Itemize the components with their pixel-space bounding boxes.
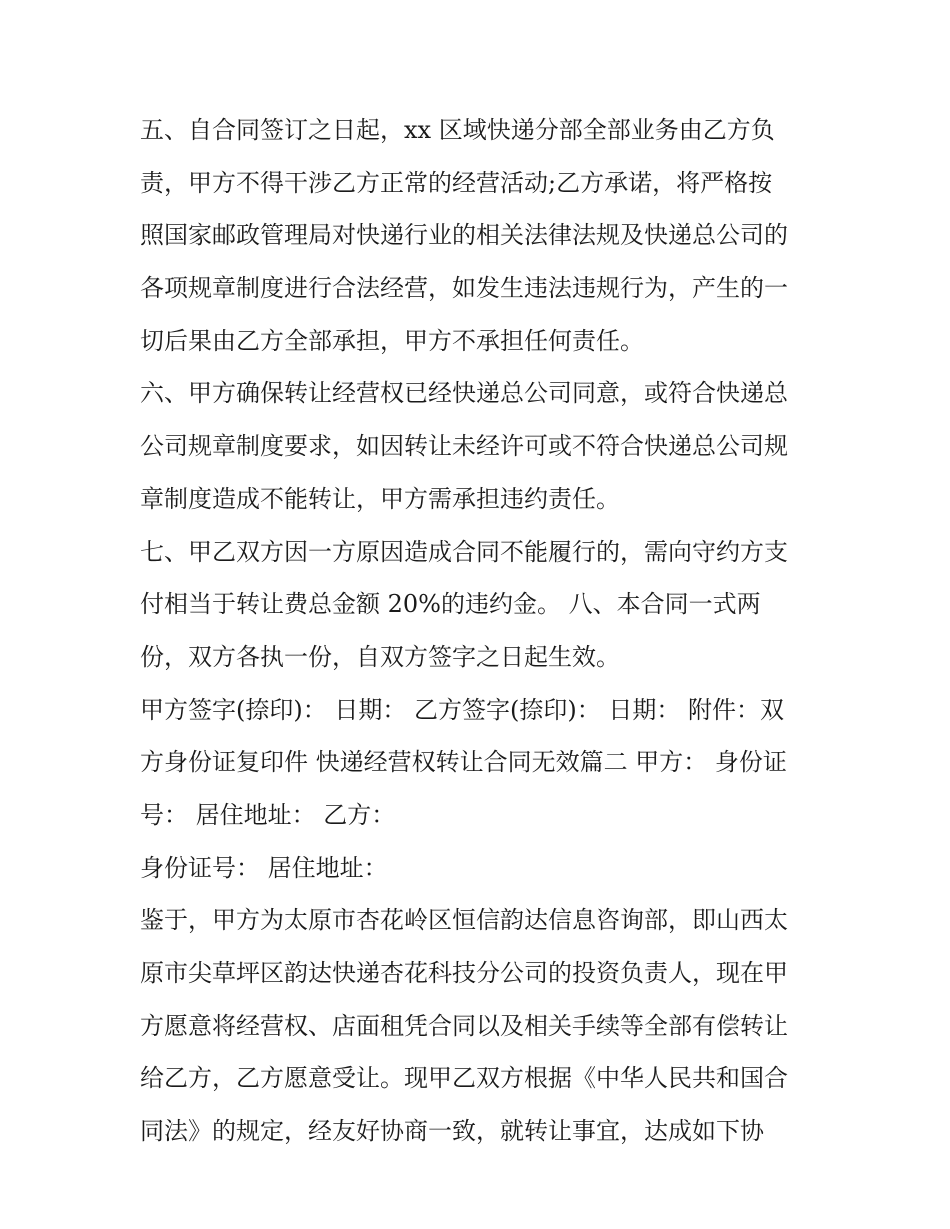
text-line: 责，甲方不得干涉乙方正常的经营活动;乙方承诺，将严格按 [140,168,773,197]
text-line: 七、甲乙双方因一方原因造成合同不能履行的，需向守约方支 [140,537,788,566]
text-line: 身份证号： 居住地址： [140,853,388,882]
text-line: 号： 居住地址： 乙方： [140,800,396,829]
text-line: 付相当于转让费总金额 20%的违约金。 八、本合同一式两 [140,590,761,619]
text-line: 甲方签字(捺印)： 日期： 乙方签字(捺印)： 日期： 附件：双 [140,695,784,724]
text-line: 鉴于，甲方为太原市杏花岭区恒信韵达信息咨询部，即山西太 [140,906,788,935]
text-line: 方愿意将经营权、店面租凭合同以及相关手续等全部有偿转让 [140,1011,788,1040]
text-line: 份，双方各执一份，自双方签字之日起生效。 [140,642,620,671]
text-line: 照国家邮政管理局对快递行业的相关法律法规及快递总公司的 [140,221,788,250]
text-line: 章制度造成不能转让，甲方需承担违约责任。 [140,484,620,513]
text-line: 切后果由乙方全部承担，甲方不承担任何责任。 [140,326,644,355]
text-line: 给乙方，乙方愿意受让。现甲乙双方根据《中华人民共和国合 [140,1064,788,1093]
text-line: 同法》的规定，经友好协商一致，就转让事宜，达成如下协 [140,1117,764,1146]
text-line: 五、自合同签订之日起，xx 区域快递分部全部业务由乙方负 [140,116,775,144]
text-line: 公司规章制度要求，如因转让未经许可或不符合快递总公司规 [140,432,788,461]
text-line: 六、甲方确保转让经营权已经快递总公司同意，或符合快递总 [140,379,788,408]
text-line: 方身份证复印件 快递经营权转让合同无效篇二 甲方： 身份证 [140,748,787,777]
contract-body-text [140,104,830,1158]
text-line: 原市尖草坪区韵达快递杏花科技分公司的投资负责人，现在甲 [140,959,788,987]
text-line: 各项规章制度进行合法经营，如发生违法违规行为，产生的一 [140,274,788,303]
